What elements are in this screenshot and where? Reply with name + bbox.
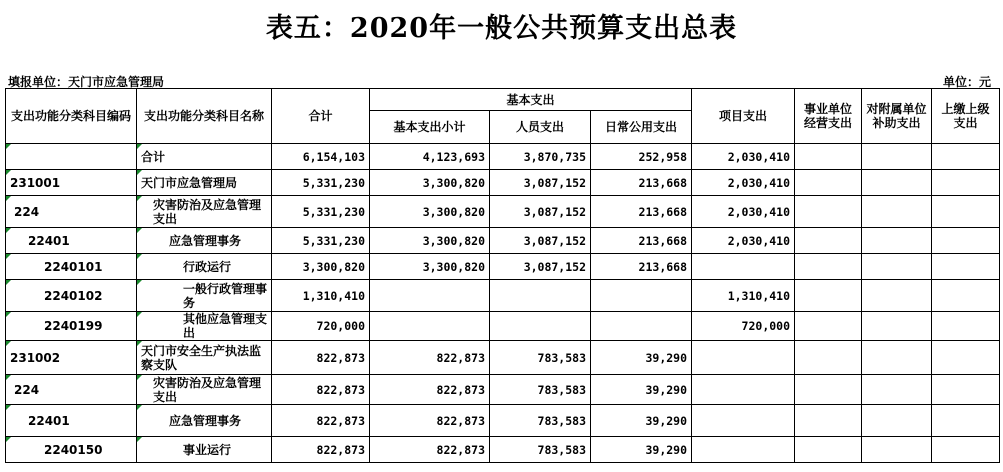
cell-business <box>795 312 862 341</box>
cell-upper <box>932 170 1000 196</box>
cell-project <box>692 405 795 437</box>
header-basic-subtotal: 基本支出小计 <box>370 111 490 144</box>
cell-upper <box>932 375 1000 405</box>
table-body <box>6 144 1000 463</box>
table-row <box>6 254 1000 280</box>
cell-total: 5,331,230 <box>272 228 370 254</box>
cell-basic-subtotal: 822,873 <box>370 375 490 405</box>
table-row <box>6 341 1000 375</box>
cell-personnel: 783,583 <box>490 375 591 405</box>
cell-project <box>692 437 795 463</box>
cell-daily: 39,290 <box>591 341 692 375</box>
cell-personnel: 3,087,152 <box>490 170 591 196</box>
cell-basic-subtotal: 3,300,820 <box>370 228 490 254</box>
cell-daily: 213,668 <box>591 170 692 196</box>
table-row <box>6 170 1000 196</box>
header-name: 支出功能分类科目名称 <box>137 89 272 144</box>
cell-upper <box>932 437 1000 463</box>
cell-subsidy <box>862 254 932 280</box>
cell-project <box>692 254 795 280</box>
cell-total: 5,331,230 <box>272 196 370 228</box>
cell-name: 其他应急管理支出 <box>137 312 272 341</box>
cell-basic-subtotal: 822,873 <box>370 437 490 463</box>
cell-total: 822,873 <box>272 405 370 437</box>
cell-name: 应急管理事务 <box>137 228 272 254</box>
cell-upper <box>932 280 1000 312</box>
cell-upper <box>932 254 1000 280</box>
cell-code: 231002 <box>6 341 137 375</box>
cell-business <box>795 228 862 254</box>
cell-total: 5,331,230 <box>272 170 370 196</box>
table-row <box>6 228 1000 254</box>
cell-daily: 213,668 <box>591 254 692 280</box>
cell-total: 3,300,820 <box>272 254 370 280</box>
cell-project <box>692 375 795 405</box>
cell-business <box>795 280 862 312</box>
cell-personnel: 3,870,735 <box>490 144 591 170</box>
cell-subsidy <box>862 312 932 341</box>
cell-daily: 252,958 <box>591 144 692 170</box>
header-project: 项目支出 <box>692 89 795 144</box>
cell-total: 720,000 <box>272 312 370 341</box>
cell-total: 822,873 <box>272 437 370 463</box>
cell-upper <box>932 341 1000 375</box>
table-row <box>6 437 1000 463</box>
page-title: 表五：2020年一般公共预算支出总表 <box>265 13 738 44</box>
cell-daily <box>591 280 692 312</box>
cell-project: 2,030,410 <box>692 228 795 254</box>
cell-personnel: 783,583 <box>490 405 591 437</box>
cell-subsidy <box>862 405 932 437</box>
cell-business <box>795 254 862 280</box>
cell-code: 224 <box>6 375 137 405</box>
table-row <box>6 196 1000 228</box>
cell-total: 822,873 <box>272 375 370 405</box>
cell-daily: 213,668 <box>591 228 692 254</box>
cell-upper <box>932 405 1000 437</box>
cell-code: 2240101 <box>6 254 137 280</box>
cell-code: 231001 <box>6 170 137 196</box>
header-code: 支出功能分类科目编码 <box>6 89 137 144</box>
cell-business <box>795 341 862 375</box>
cell-project: 2,030,410 <box>692 196 795 228</box>
cell-basic-subtotal: 822,873 <box>370 405 490 437</box>
cell-basic-subtotal: 3,300,820 <box>370 196 490 228</box>
cell-personnel <box>490 280 591 312</box>
cell-project: 1,310,410 <box>692 280 795 312</box>
header-basic: 基本支出 <box>370 89 692 111</box>
cell-personnel: 3,087,152 <box>490 254 591 280</box>
cell-subsidy <box>862 196 932 228</box>
cell-daily: 39,290 <box>591 405 692 437</box>
header-upper: 上缴上级支出 <box>932 89 1000 144</box>
cell-code: 2240150 <box>6 437 137 463</box>
cell-subsidy <box>862 170 932 196</box>
cell-basic-subtotal <box>370 280 490 312</box>
cell-name: 行政运行 <box>137 254 272 280</box>
header-subsidy: 对附属单位补助支出 <box>862 89 932 144</box>
cell-name: 天门市安全生产执法监察支队 <box>137 341 272 375</box>
cell-business <box>795 196 862 228</box>
cell-subsidy <box>862 341 932 375</box>
cell-upper <box>932 228 1000 254</box>
cell-total: 822,873 <box>272 341 370 375</box>
header-row-1 <box>6 89 1000 111</box>
cell-code: 2240199 <box>6 312 137 341</box>
cell-code: 2240102 <box>6 280 137 312</box>
cell-basic-subtotal: 3,300,820 <box>370 254 490 280</box>
cell-personnel <box>490 312 591 341</box>
cell-business <box>795 144 862 170</box>
cell-name: 应急管理事务 <box>137 405 272 437</box>
table-row <box>6 144 1000 170</box>
cell-code: 224 <box>6 196 137 228</box>
table-row <box>6 312 1000 341</box>
cell-subsidy <box>862 144 932 170</box>
cell-project: 2,030,410 <box>692 170 795 196</box>
cell-business <box>795 170 862 196</box>
cell-basic-subtotal: 3,300,820 <box>370 170 490 196</box>
header-business: 事业单位经营支出 <box>795 89 862 144</box>
cell-upper <box>932 312 1000 341</box>
header-daily: 日常公用支出 <box>591 111 692 144</box>
table-row <box>6 375 1000 405</box>
cell-personnel: 3,087,152 <box>490 196 591 228</box>
cell-business <box>795 405 862 437</box>
cell-total: 6,154,103 <box>272 144 370 170</box>
cell-subsidy <box>862 228 932 254</box>
cell-personnel: 3,087,152 <box>490 228 591 254</box>
cell-name: 灾害防治及应急管理支出 <box>137 375 272 405</box>
cell-subsidy <box>862 280 932 312</box>
cell-name: 合计 <box>137 144 272 170</box>
cell-daily: 39,290 <box>591 437 692 463</box>
currency-unit: 单位：元 <box>942 75 991 89</box>
table-row <box>6 405 1000 437</box>
cell-basic-subtotal: 822,873 <box>370 341 490 375</box>
cell-project <box>692 341 795 375</box>
cell-name: 天门市应急管理局 <box>137 170 272 196</box>
cell-daily: 39,290 <box>591 375 692 405</box>
cell-name: 一般行政管理事务 <box>137 280 272 312</box>
cell-business <box>795 437 862 463</box>
cell-upper <box>932 144 1000 170</box>
cell-total: 1,310,410 <box>272 280 370 312</box>
cell-subsidy <box>862 437 932 463</box>
header-total: 合计 <box>272 89 370 144</box>
header-personnel: 人员支出 <box>490 111 591 144</box>
cell-subsidy <box>862 375 932 405</box>
cell-code <box>6 144 137 170</box>
cell-project: 720,000 <box>692 312 795 341</box>
reporting-unit: 填报单位：天门市应急管理局 <box>8 75 165 89</box>
cell-upper <box>932 196 1000 228</box>
table-row <box>6 280 1000 312</box>
cell-name: 事业运行 <box>137 437 272 463</box>
cell-daily: 213,668 <box>591 196 692 228</box>
cell-personnel: 783,583 <box>490 341 591 375</box>
cell-business <box>795 375 862 405</box>
cell-basic-subtotal: 4,123,693 <box>370 144 490 170</box>
cell-basic-subtotal <box>370 312 490 341</box>
cell-daily <box>591 312 692 341</box>
cell-personnel: 783,583 <box>490 437 591 463</box>
budget-table <box>5 88 1000 463</box>
cell-name: 灾害防治及应急管理支出 <box>137 196 272 228</box>
cell-code: 22401 <box>6 405 137 437</box>
cell-project: 2,030,410 <box>692 144 795 170</box>
cell-code: 22401 <box>6 228 137 254</box>
